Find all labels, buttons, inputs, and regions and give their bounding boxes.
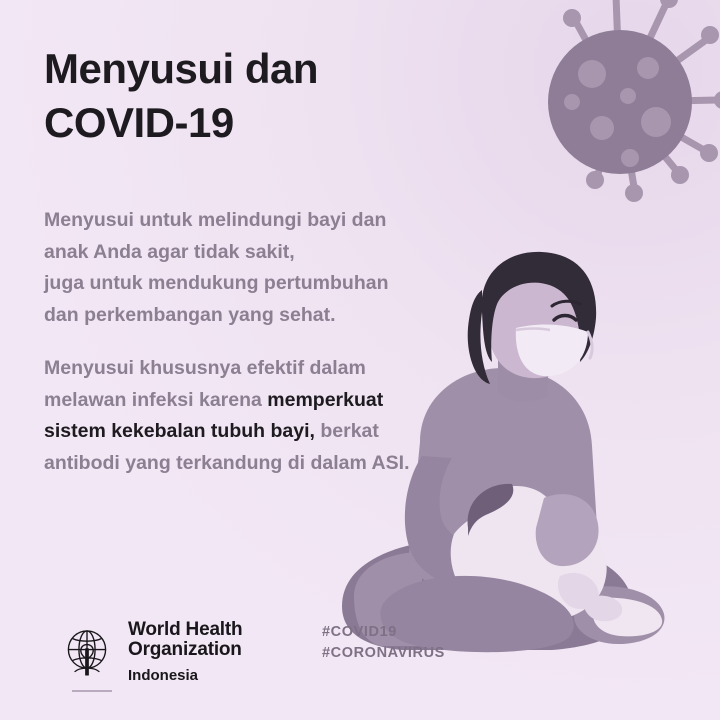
paragraph-2-emphasis-1: memperkuat bbox=[267, 388, 384, 411]
who-logo-divider bbox=[72, 690, 112, 692]
paragraph-1-line-3: juga untuk mendukung pertumbuhan bbox=[44, 272, 389, 295]
who-country-label: Indonesia bbox=[128, 666, 199, 684]
who-emblem-icon bbox=[56, 621, 118, 683]
hashtag-coronavirus: #CORONAVIRUS bbox=[322, 645, 445, 662]
paragraph-2-emphasis-2: sistem kekebalan tubuh bayi, bbox=[44, 420, 315, 443]
paragraph-1-line-4: dan perkembangan yang sehat. bbox=[44, 303, 336, 326]
who-logo bbox=[56, 620, 242, 684]
mother-breastfeeding-baby-icon bbox=[302, 246, 702, 666]
paragraph-1-line-2: anak Anda agar tidak sakit, bbox=[44, 240, 295, 263]
hashtag-covid19: #COVID19 bbox=[322, 623, 397, 640]
poster-title bbox=[44, 42, 474, 150]
hashtag-block bbox=[322, 622, 445, 666]
who-name-line-2: Organization bbox=[128, 639, 242, 661]
paragraph-1-line-1: Menyusui untuk melindungi bayi dan bbox=[44, 209, 387, 231]
title-line-1: Menyusui dan bbox=[44, 45, 319, 92]
paragraph-2-line-2-text: melawan infeksi karena bbox=[44, 388, 268, 411]
coronavirus-icon bbox=[480, 0, 720, 232]
title-line-2: COVID-19 bbox=[44, 98, 234, 146]
paragraph-2-line-4: antibodi yang terkandung di dalam ASI. bbox=[44, 452, 410, 475]
who-wordmark bbox=[128, 620, 242, 684]
who-name-line-1: World Health bbox=[128, 618, 243, 640]
paragraph-2-line-3-text: berkat bbox=[314, 420, 379, 443]
paragraph-2-line-1: Menyusui khususnya efektif dalam bbox=[44, 357, 366, 380]
